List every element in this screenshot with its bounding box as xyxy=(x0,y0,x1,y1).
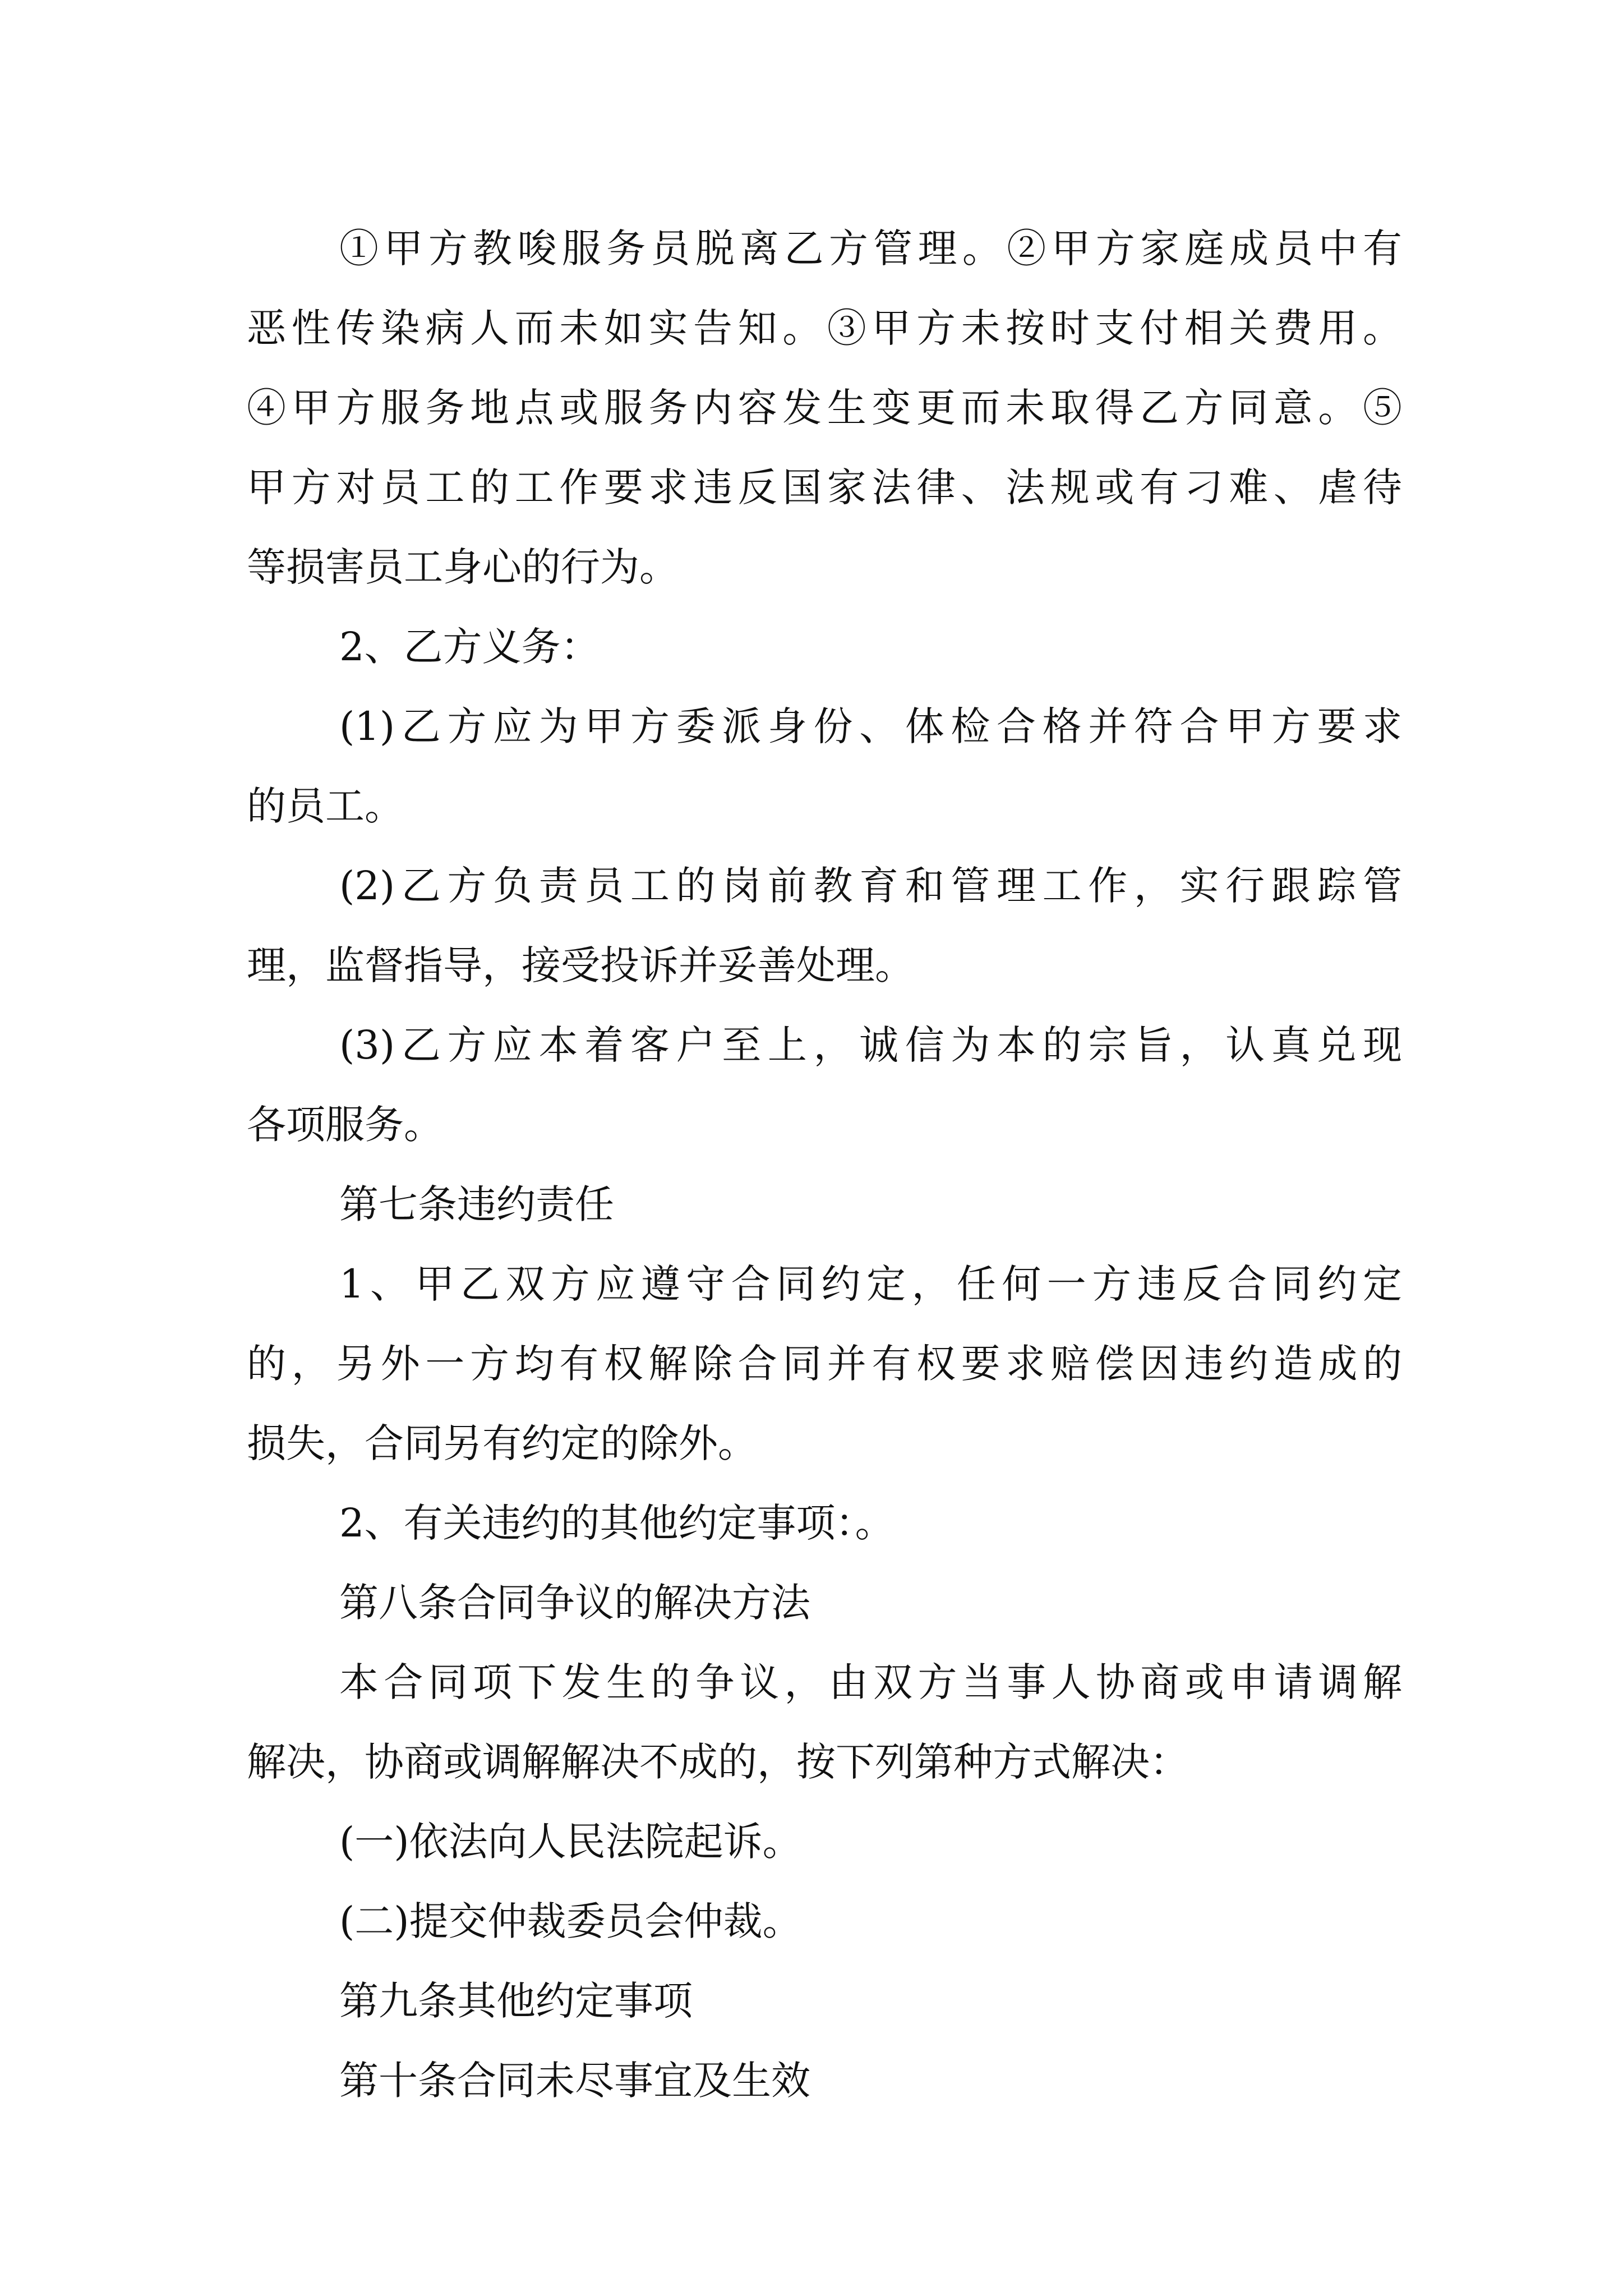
text-line: (3)乙方应本着客户至上，诚信为本的宗旨，认真兑现 xyxy=(339,1022,1402,1068)
text-line: ④甲方服务地点或服务内容发生变更而未取得乙方同意。⑤ xyxy=(247,385,1402,431)
text-line: 的员工。 xyxy=(247,783,404,829)
text-line: 损失，合同另有约定的除外。 xyxy=(247,1420,757,1466)
text-line: 本合同项下发生的争议，由双方当事人协商或申请调解 xyxy=(339,1659,1402,1705)
text-line: 等损害员工身心的行为。 xyxy=(247,544,679,590)
text-line: ①甲方教唆服务员脱离乙方管理。②甲方家庭成员中有 xyxy=(339,226,1402,272)
text-line: (1)乙方应为甲方委派身份、体检合格并符合甲方要求 xyxy=(339,703,1402,749)
article-heading: 第七条违约责任 xyxy=(339,1181,614,1227)
text-line: 解决，协商或调解解决不成的，按下列第种方式解决： xyxy=(247,1739,1189,1785)
article-heading: 第十条合同未尽事宜及生效 xyxy=(339,2058,810,2104)
text-line: 的，另外一方均有权解除合同并有权要求赔偿因违约造成的 xyxy=(247,1341,1402,1387)
text-line: 2、有关违约的其他约定事项：。 xyxy=(339,1500,895,1546)
document-body xyxy=(247,209,1402,2120)
text-line: 各项服务。 xyxy=(247,1102,443,1148)
article-heading: 第八条合同争议的解决方法 xyxy=(339,1580,810,1626)
text-line: 恶性传染病人而未如实告知。③甲方未按时支付相关费用。 xyxy=(247,305,1402,351)
text-line: 甲方对员工的工作要求违反国家法律、法规或有刁难、虐待 xyxy=(247,464,1402,510)
section-heading: 2、乙方义务： xyxy=(339,624,600,670)
text-line: (二)提交仲裁委员会仲裁。 xyxy=(339,1898,802,1944)
text-line: 1、甲乙双方应遵守合同约定，任何一方违反合同约定 xyxy=(339,1261,1402,1307)
article-heading: 第九条其他约定事项 xyxy=(339,1978,693,2024)
text-line: 理，监督指导，接受投诉并妥善处理。 xyxy=(247,942,914,988)
text-line: (2)乙方负责员工的岗前教育和管理工作，实行跟踪管 xyxy=(339,863,1402,909)
text-line: (一)依法向人民法院起诉。 xyxy=(339,1819,802,1865)
